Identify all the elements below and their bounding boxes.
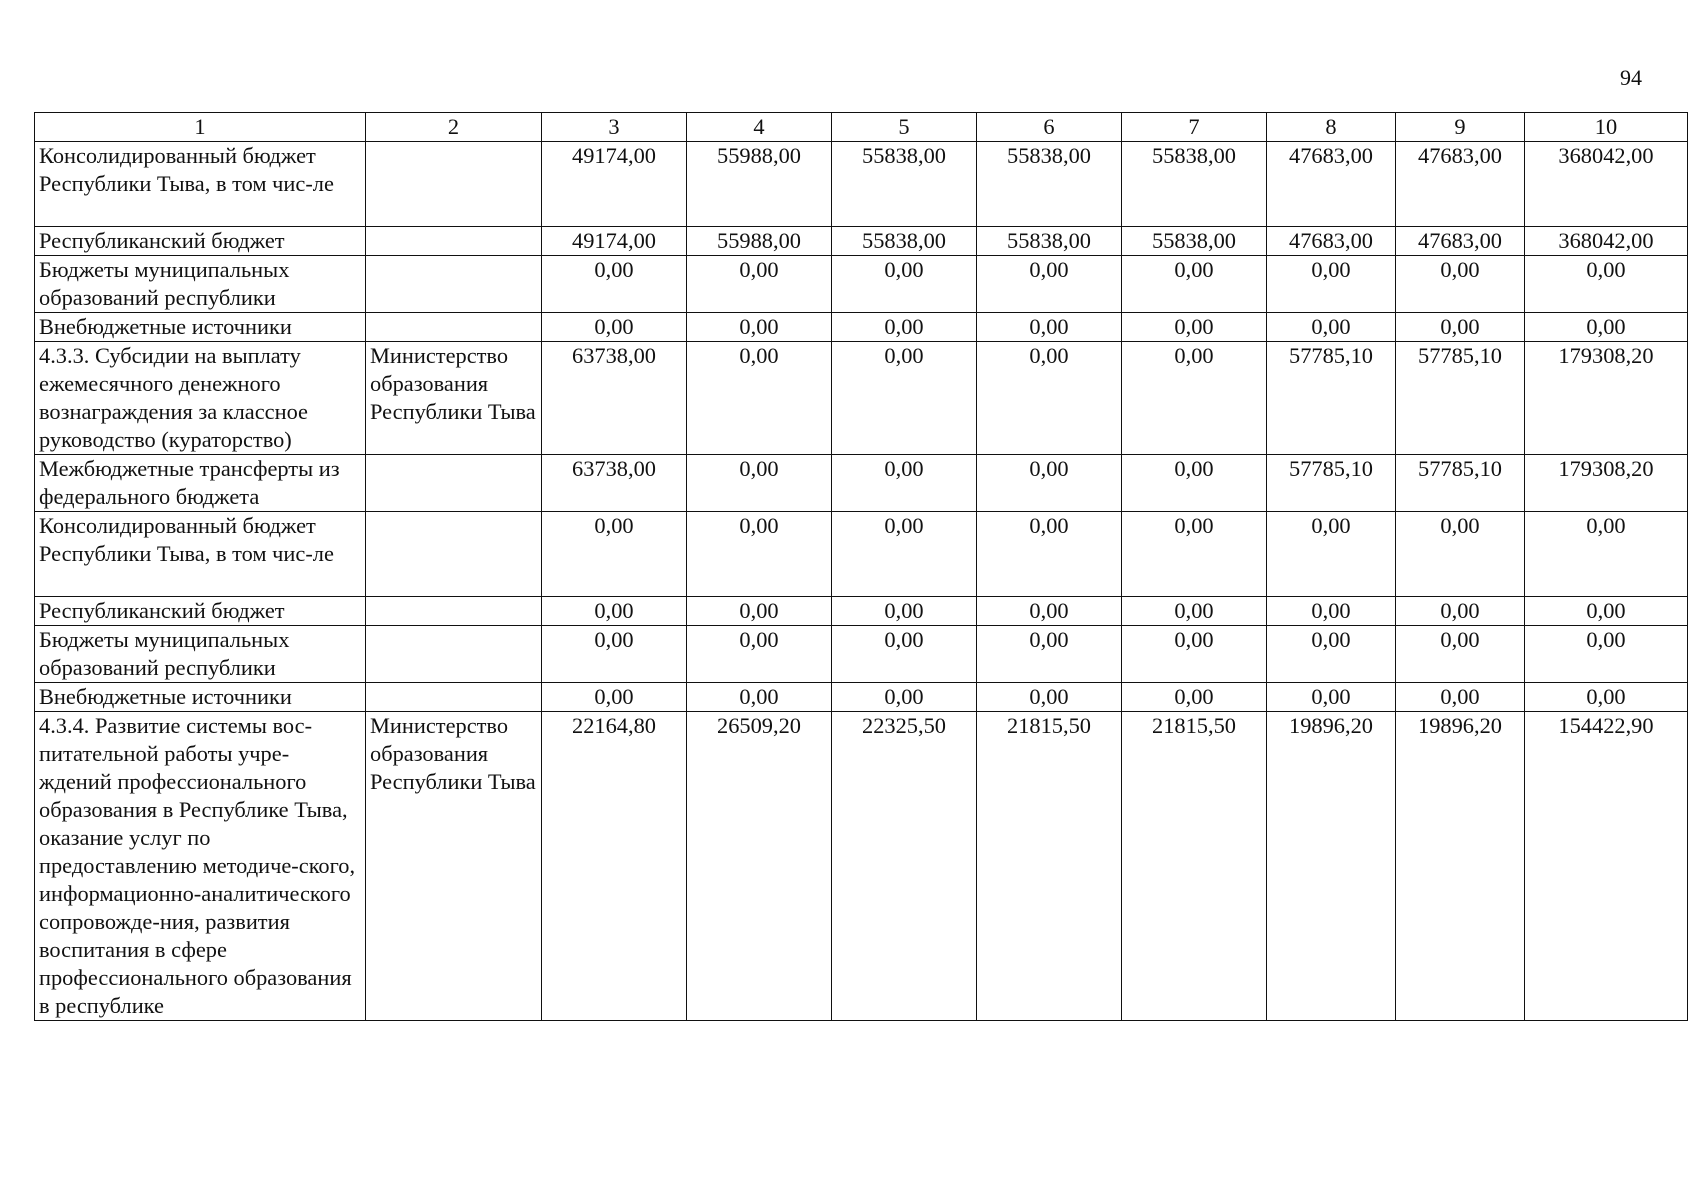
value-cell: 0,00 (832, 455, 977, 512)
value-cell: 21815,50 (977, 712, 1122, 1021)
value-cell: 0,00 (1122, 342, 1267, 455)
value-cell: 0,00 (1525, 597, 1688, 626)
value-cell: 26509,20 (687, 712, 832, 1021)
value-cell: 63738,00 (542, 342, 687, 455)
value-cell: 0,00 (1525, 313, 1688, 342)
value-cell: 57785,10 (1396, 342, 1525, 455)
value-cell: 0,00 (1122, 455, 1267, 512)
value-cell: 47683,00 (1396, 142, 1525, 227)
value-cell: 0,00 (1267, 256, 1396, 313)
row-name: Консолидированный бюджет Республики Тыва, в том чис-ле (35, 142, 366, 227)
value-cell: 55838,00 (1122, 227, 1267, 256)
row-executor (366, 313, 542, 342)
row-name: Межбюджетные трансферты из федерального бюджета (35, 455, 366, 512)
value-cell: 57785,10 (1267, 342, 1396, 455)
value-cell: 55988,00 (687, 227, 832, 256)
value-cell: 57785,10 (1267, 455, 1396, 512)
value-cell: 22325,50 (832, 712, 977, 1021)
value-cell: 0,00 (977, 597, 1122, 626)
header-cell: 3 (542, 113, 687, 142)
value-cell: 0,00 (542, 597, 687, 626)
value-cell: 0,00 (832, 512, 977, 597)
value-cell: 0,00 (1396, 512, 1525, 597)
value-cell: 0,00 (687, 683, 832, 712)
row-executor (366, 512, 542, 597)
value-cell: 19896,20 (1267, 712, 1396, 1021)
value-cell: 22164,80 (542, 712, 687, 1021)
value-cell: 0,00 (1525, 512, 1688, 597)
value-cell: 47683,00 (1267, 142, 1396, 227)
value-cell: 0,00 (1122, 683, 1267, 712)
table-body (35, 142, 1688, 1021)
row-name: Республиканский бюджет (35, 597, 366, 626)
value-cell: 0,00 (687, 597, 832, 626)
table-row (35, 256, 1688, 313)
value-cell: 47683,00 (1267, 227, 1396, 256)
row-executor (366, 626, 542, 683)
value-cell: 55838,00 (977, 227, 1122, 256)
value-cell: 0,00 (1122, 626, 1267, 683)
value-cell: 0,00 (1122, 512, 1267, 597)
value-cell: 0,00 (542, 313, 687, 342)
value-cell: 49174,00 (542, 142, 687, 227)
value-cell: 0,00 (687, 313, 832, 342)
row-executor (366, 142, 542, 227)
table-row (35, 455, 1688, 512)
value-cell: 0,00 (687, 256, 832, 313)
value-cell: 0,00 (832, 342, 977, 455)
row-name: Бюджеты муниципальных образований республики (35, 626, 366, 683)
value-cell: 368042,00 (1525, 227, 1688, 256)
value-cell: 0,00 (1122, 597, 1267, 626)
row-name: Бюджеты муниципальных образований республики (35, 256, 366, 313)
value-cell: 0,00 (1267, 512, 1396, 597)
row-executor (366, 597, 542, 626)
value-cell: 179308,20 (1525, 342, 1688, 455)
header-cell: 4 (687, 113, 832, 142)
budget-table (34, 112, 1688, 1021)
value-cell: 0,00 (977, 256, 1122, 313)
table-row (35, 712, 1688, 1021)
row-executor (366, 256, 542, 313)
header-cell: 6 (977, 113, 1122, 142)
value-cell: 55838,00 (832, 142, 977, 227)
table-row (35, 142, 1688, 227)
value-cell: 55988,00 (687, 142, 832, 227)
table-row (35, 626, 1688, 683)
table-row (35, 313, 1688, 342)
row-name: 4.3.3. Субсидии на выплату ежемесячного денежного вознаграждения за классное руководство (кураторство) (35, 342, 366, 455)
header-cell: 10 (1525, 113, 1688, 142)
row-executor (366, 683, 542, 712)
table-row (35, 342, 1688, 455)
value-cell: 0,00 (542, 626, 687, 683)
value-cell: 0,00 (542, 683, 687, 712)
value-cell: 0,00 (832, 256, 977, 313)
value-cell: 0,00 (1525, 626, 1688, 683)
header-cell: 2 (366, 113, 542, 142)
value-cell: 0,00 (687, 455, 832, 512)
value-cell: 0,00 (977, 683, 1122, 712)
header-row (35, 113, 1688, 142)
value-cell: 0,00 (542, 256, 687, 313)
value-cell: 0,00 (1396, 683, 1525, 712)
value-cell: 0,00 (1267, 626, 1396, 683)
header-cell: 1 (35, 113, 366, 142)
value-cell: 0,00 (1396, 597, 1525, 626)
value-cell: 0,00 (542, 512, 687, 597)
value-cell: 0,00 (832, 597, 977, 626)
page-number: 94 (1620, 65, 1642, 90)
row-name: Республиканский бюджет (35, 227, 366, 256)
table-row (35, 597, 1688, 626)
value-cell: 55838,00 (1122, 142, 1267, 227)
row-executor: Министерство образования Республики Тыва (366, 342, 542, 455)
row-name: Внебюджетные источники (35, 313, 366, 342)
value-cell: 0,00 (832, 683, 977, 712)
value-cell: 63738,00 (542, 455, 687, 512)
value-cell: 0,00 (1267, 683, 1396, 712)
value-cell: 0,00 (977, 626, 1122, 683)
value-cell: 57785,10 (1396, 455, 1525, 512)
value-cell: 49174,00 (542, 227, 687, 256)
header-cell: 8 (1267, 113, 1396, 142)
value-cell: 47683,00 (1396, 227, 1525, 256)
header-cell: 5 (832, 113, 977, 142)
row-executor (366, 227, 542, 256)
value-cell: 21815,50 (1122, 712, 1267, 1021)
value-cell: 0,00 (832, 313, 977, 342)
value-cell: 55838,00 (977, 142, 1122, 227)
value-cell: 0,00 (1396, 313, 1525, 342)
value-cell: 0,00 (1396, 256, 1525, 313)
value-cell: 0,00 (1267, 313, 1396, 342)
value-cell: 179308,20 (1525, 455, 1688, 512)
value-cell: 0,00 (1396, 626, 1525, 683)
table-row (35, 512, 1688, 597)
value-cell: 368042,00 (1525, 142, 1688, 227)
value-cell: 0,00 (1122, 313, 1267, 342)
value-cell: 0,00 (687, 342, 832, 455)
header-cell: 7 (1122, 113, 1267, 142)
row-name: Консолидированный бюджет Республики Тыва, в том чис-ле (35, 512, 366, 597)
value-cell: 0,00 (977, 342, 1122, 455)
value-cell: 0,00 (1525, 683, 1688, 712)
row-executor (366, 455, 542, 512)
value-cell: 0,00 (1525, 256, 1688, 313)
value-cell: 154422,90 (1525, 712, 1688, 1021)
value-cell: 0,00 (1122, 256, 1267, 313)
value-cell: 0,00 (977, 455, 1122, 512)
table-row (35, 227, 1688, 256)
value-cell: 0,00 (687, 512, 832, 597)
value-cell: 0,00 (977, 512, 1122, 597)
row-name: Внебюджетные источники (35, 683, 366, 712)
row-executor: Министерство образования Республики Тыва (366, 712, 542, 1021)
table-row (35, 683, 1688, 712)
value-cell: 0,00 (832, 626, 977, 683)
value-cell: 19896,20 (1396, 712, 1525, 1021)
header-cell: 9 (1396, 113, 1525, 142)
value-cell: 0,00 (977, 313, 1122, 342)
value-cell: 55838,00 (832, 227, 977, 256)
value-cell: 0,00 (1267, 597, 1396, 626)
row-name: 4.3.4. Развитие системы вос-питательной работы учре-ждений профессионального образования в Республике Тыва, оказание услуг по предоставлению методиче-ского, информационно-аналитического сопровожде-ния, развития воспитания в сфере профессионального образования в республике (35, 712, 366, 1021)
value-cell: 0,00 (687, 626, 832, 683)
